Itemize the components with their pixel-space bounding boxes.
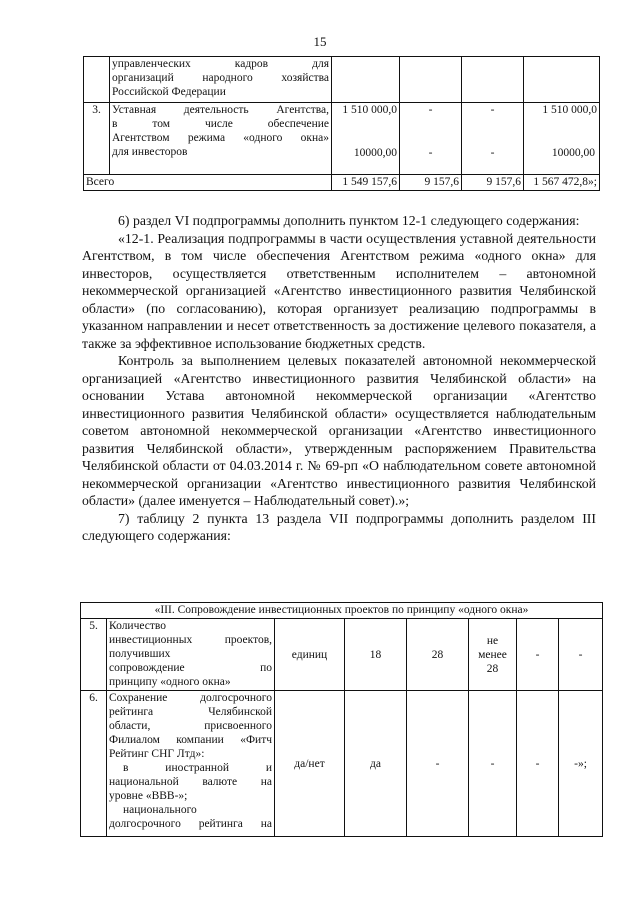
document-text — [82, 212, 596, 545]
paragraph: 6) раздел VI подпрограммы дополнить пунктом 12-1 следующего содержания: — [118, 213, 580, 228]
table-row — [81, 619, 603, 691]
row-number: 3. — [84, 103, 110, 175]
row-number — [84, 57, 110, 103]
unit-cell: единиц — [275, 619, 345, 691]
value-cell: - — [469, 691, 517, 837]
table-row — [84, 57, 600, 103]
row-description: Количество инвестиционных проектов, получивших сопровождение по принципу «одного окна» — [107, 619, 275, 691]
row-description: Уставная деятельность Агентства, в том числе обеспечение Агентством режима «одного окна» для инвесторов — [110, 103, 332, 175]
row-number: 5. — [81, 619, 107, 691]
value-cell: - - — [462, 103, 524, 175]
total-value: 1 567 472,8»; — [524, 175, 600, 191]
value-cell: не менее 28 — [469, 619, 517, 691]
section-header: «III. Сопровождение инвестиционных проектов по принципу «одного окна» — [81, 603, 603, 619]
value-cell: - — [407, 691, 469, 837]
value-cell: да — [345, 691, 407, 837]
value-cell: - — [517, 691, 559, 837]
row-description: Сохранение долгосрочного рейтинга Челябинской области, присвоенного Филиалом компании «Фитч Рейтинг СНГ Лтд»: в иностранной и национальной валюте на уровне «ВВВ-»; национального долгосрочного рейтинга на — [107, 691, 275, 837]
value-cell: - — [559, 619, 603, 691]
total-value: 1 549 157,6 — [332, 175, 400, 191]
indicators-table — [80, 602, 603, 837]
page-number: 15 — [313, 34, 327, 49]
paragraph: «12-1. Реализация подпрограммы в части осуществления уставной деятельности Агентством, в том числе обеспечения Агентством режима «одного окна» для инвесторов, осуществляется ответственным исполнителем – автономной некоммерческой организацией «Агентство инвестиционного развития Челябинской области» (по согласованию), которая организует реализацию подпрограммы в указанном направлении и несет ответственность за достижение целевого показателя, а также за эффективное использование бюджетных средств. — [82, 230, 596, 351]
paragraph: Контроль за выполнением целевых показателей автономной некоммерческой организацией «Агентство инвестиционного развития Челябинской области» на основании Устава автономной некоммерческой организации «Агентство инвестиционного развития Челябинской области» осуществляется наблюдательным советом автономной некоммерческой организации «Агентство инвестиционного развития Челябинской области», утвержденным распоряжением Правительства Челябинской области от 04.03.2014 г. № 69-рп «О наблюдательном совете автономной некоммерческой организации «Агентство инвестиционного развития Челябинской области» (далее именуется – Наблюдательный совет).»; — [82, 353, 596, 508]
value-cell: 1 510 000,0 10000,00 — [332, 103, 400, 175]
total-row — [84, 175, 600, 191]
section-header-row — [81, 603, 603, 619]
value-cell: - — [517, 619, 559, 691]
value-cell: 18 — [345, 619, 407, 691]
total-value: 9 157,6 — [400, 175, 462, 191]
row-description: управленческих кадров для организаций народного хозяйства Российской Федерации — [110, 57, 332, 103]
value-cell: 1 510 000,0 10000,00 — [524, 103, 600, 175]
value-cell: 28 — [407, 619, 469, 691]
value-cell: -»; — [559, 691, 603, 837]
paragraph: 7) таблицу 2 пункта 13 раздела VII подпрограммы дополнить разделом III следующего содержания: — [82, 510, 596, 543]
budget-table — [83, 56, 600, 191]
table-row — [84, 103, 600, 175]
unit-cell: да/нет — [275, 691, 345, 837]
total-value: 9 157,6 — [462, 175, 524, 191]
row-number: 6. — [81, 691, 107, 837]
value-cell: - - — [400, 103, 462, 175]
table-row — [81, 691, 603, 837]
total-label: Всего — [84, 175, 332, 191]
